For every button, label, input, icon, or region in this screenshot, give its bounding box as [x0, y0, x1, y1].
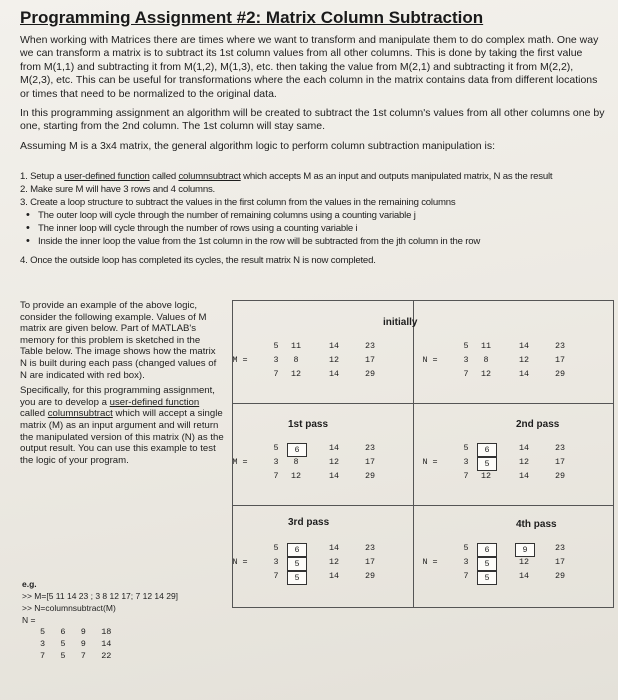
matrix-value: 12 — [518, 457, 530, 467]
matrix-value: 5 — [463, 543, 469, 553]
memory-table — [232, 300, 614, 608]
bullet-subtraction: • Inside the inner loop the value from the 1st column in the row will be subtracted from the jth column in the row — [20, 235, 610, 248]
step-2: 2. Make sure M will have 3 rows and 4 columns. — [20, 184, 216, 195]
matrix-label: N = — [232, 557, 248, 567]
matrix-value: 7 — [273, 471, 279, 481]
matrix-value: 14 — [328, 571, 340, 581]
matrix-value: 14 — [518, 341, 530, 351]
matrix-value: 8 — [483, 355, 489, 365]
matrix-value: 14 — [328, 543, 340, 553]
matrix-value: 7 — [463, 571, 469, 581]
matrix-value: 5 — [273, 543, 279, 553]
matrix-value: 14 — [328, 471, 340, 481]
changed-value: 5 — [287, 571, 307, 585]
matrix-value: 11 — [290, 341, 302, 351]
matrix-value: 5 — [463, 443, 469, 453]
intro-paragraph-3: Assuming M is a 3x4 matrix, the general algorithm logic to perform column subtraction manipulation is: — [20, 139, 496, 152]
example-paragraph: To provide an example of the above logic, consider the following example. Values of M matrix are given below. Part of MATLAB's memory for this problem is sketched in the Table below. The image shows how the matrix N is built during each pass (changed values of N are indicated with red box). — [20, 300, 217, 381]
function-name: columnsubtract — [178, 171, 241, 182]
matrix-value: 7 — [273, 369, 279, 379]
changed-value: 6 — [477, 443, 497, 457]
assignment-paragraph: Specifically, for this programming assignment, you are to develop a user-defined function called columnsubtract which will accept a single matrix (M) as an input argument and will return the manipulated version of this matrix (N) as the output result. You can use this example to test the logic of your program. — [20, 385, 224, 466]
matrix-value: 12 — [518, 557, 530, 567]
matrix-value: 14 — [328, 443, 340, 453]
output-row-1: 5 6 9 18 — [40, 627, 112, 637]
step-4: 4. Once the outside loop has completed its cycles, the result matrix N is now completed. — [20, 255, 376, 266]
matrix-label: M = — [232, 457, 248, 467]
intro-paragraph-1: When working with Matrices there are times where we want to transform and manipulate them to do complex math. One way we can transform a matrix is to subtract its 1st column values from all other columns. This is done by taking the first value from M(1,1) and subtracting it from M(1,2), M(1,3), etc. then taking the value from M(2,1) and subtracting it from M(2,2), M(2,3), etc. This can be useful for transformations where the each column in the matrix contains data from different locations or times that need to be normalized to the original data. — [20, 34, 599, 100]
example-description — [20, 300, 225, 470]
bullet-inner-loop: • The inner loop will cycle through the number of rows using a counting variable i — [20, 222, 610, 235]
changed-value: 5 — [477, 571, 497, 585]
matrix-value: 29 — [554, 571, 566, 581]
changed-value: 5 — [477, 457, 497, 471]
matrix-label: M = — [232, 355, 248, 365]
matrix-value: 12 — [328, 557, 340, 567]
intro-paragraph-2: In this programming assignment an algorithm will be created to subtract the 1st column's values from all other columns one by one, starting from the 2nd column. The 1st column will stay same. — [20, 107, 605, 133]
matrix-value: 23 — [364, 341, 376, 351]
matrix-value: 7 — [463, 369, 469, 379]
matrix-value: 3 — [273, 355, 279, 365]
matrix-value: 17 — [554, 457, 566, 467]
matrix-value: 3 — [273, 457, 279, 467]
matrix-m — [233, 341, 413, 401]
algorithm-steps — [20, 170, 610, 267]
matrix-value: 17 — [364, 355, 376, 365]
intro-section — [20, 34, 606, 159]
matrix-value: 3 — [463, 355, 469, 365]
matrix-value: 23 — [554, 443, 566, 453]
matrix-value: 5 — [273, 341, 279, 351]
changed-value: 6 — [477, 543, 497, 557]
matrix-value: 14 — [518, 369, 530, 379]
step-1: 1. Setup a user-defined function called columnsubtract which accepts M as an input and outputs manipulated matrix, N as the result — [20, 171, 553, 182]
matrix-value: 12 — [480, 471, 492, 481]
matrix-value: 5 — [273, 443, 279, 453]
matrix-value: 17 — [554, 557, 566, 567]
matrix-value: 8 — [293, 355, 299, 365]
matrix-value: 14 — [328, 341, 340, 351]
table-divider-h2 — [233, 505, 613, 506]
changed-value: 5 — [287, 557, 307, 571]
step-3: 3. Create a loop structure to subtract the values in the first column from the values in the remaining columns — [20, 197, 456, 208]
matrix-value: 11 — [480, 341, 492, 351]
bullet-outer-loop: • The outer loop will cycle through the number of remaining columns using a counting variable j — [20, 209, 610, 222]
label-pass-3: 3rd pass — [288, 517, 330, 528]
matrix-value: 17 — [554, 355, 566, 365]
matrix-value: 23 — [554, 543, 566, 553]
matrix-value: 29 — [554, 471, 566, 481]
matrix-value: 7 — [463, 471, 469, 481]
matrix-value: 23 — [364, 543, 376, 553]
matrix-value: 12 — [518, 355, 530, 365]
matrix-value: 5 — [463, 341, 469, 351]
matrix-n3 — [233, 543, 413, 603]
changed-value: 9 — [515, 543, 535, 557]
label-pass-4: 4th pass — [516, 519, 557, 530]
matrix-n2 — [423, 443, 603, 503]
matrix-value: 12 — [290, 471, 302, 481]
matrix-value: 8 — [293, 457, 299, 467]
table-divider-h1 — [233, 403, 613, 404]
matrix-value: 12 — [328, 457, 340, 467]
matrix-value: 14 — [518, 443, 530, 453]
matrix-value: 23 — [554, 341, 566, 351]
label-pass-1: 1st pass — [288, 419, 329, 430]
matrix-label: N = — [422, 557, 438, 567]
table-divider-vertical — [413, 301, 414, 607]
changed-value: 5 — [477, 557, 497, 571]
label-initially: initially — [383, 317, 418, 328]
changed-value: 6 — [287, 443, 307, 457]
matrix-value: 29 — [364, 571, 376, 581]
matrix-value: 29 — [364, 369, 376, 379]
output-row-3: 7 5 7 22 — [40, 651, 112, 661]
matrix-value: 12 — [290, 369, 302, 379]
matrix-value: 17 — [364, 457, 376, 467]
matrix-value: 14 — [518, 571, 530, 581]
matrix-n1 — [233, 443, 413, 503]
matrix-value: 7 — [273, 571, 279, 581]
eg-label: e.g. — [22, 579, 37, 589]
matrix-value: 3 — [463, 457, 469, 467]
matrix-n4 — [423, 543, 603, 603]
code-line-3: N = — [22, 615, 36, 625]
matrix-value: 29 — [554, 369, 566, 379]
page-title: Programming Assignment #2: Matrix Column Subtraction — [20, 8, 484, 27]
udf-link: user-defined function — [64, 171, 150, 182]
label-pass-2: 2nd pass — [516, 419, 560, 430]
matrix-value: 23 — [364, 443, 376, 453]
matrix-value: 3 — [273, 557, 279, 567]
changed-value: 6 — [287, 543, 307, 557]
matrix-value: 12 — [480, 369, 492, 379]
code-line-1: >> M=[5 11 14 23 ; 3 8 12 17; 7 12 14 29] — [22, 591, 179, 601]
example-code — [22, 578, 232, 662]
code-line-2: >> N=columnsubtract(M) — [22, 603, 116, 613]
matrix-value: 12 — [328, 355, 340, 365]
matrix-value: 14 — [518, 471, 530, 481]
matrix-value: 3 — [463, 557, 469, 567]
matrix-value: 17 — [364, 557, 376, 567]
matrix-n0 — [423, 341, 603, 401]
matrix-label: N = — [422, 355, 438, 365]
matrix-value: 14 — [328, 369, 340, 379]
matrix-label: N = — [422, 457, 438, 467]
output-row-2: 3 5 9 14 — [40, 639, 112, 649]
matrix-value: 29 — [364, 471, 376, 481]
